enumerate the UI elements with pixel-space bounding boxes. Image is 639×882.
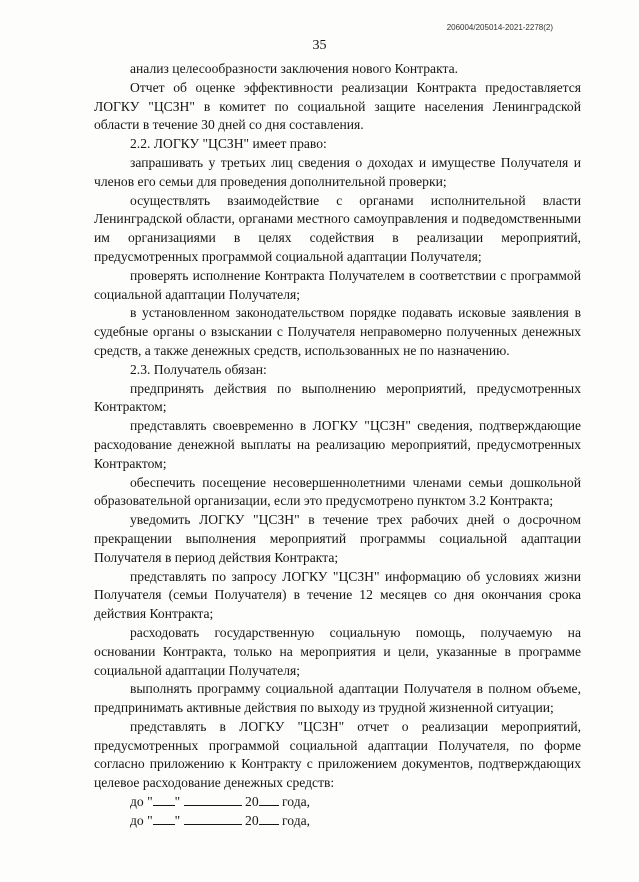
month-blank xyxy=(184,812,242,825)
paragraph: выполнять программу социальной адаптации Получателя в полном объеме, предпринимать активные действия по выходу из трудной жизненной ситуации; xyxy=(94,681,581,716)
page-number: 35 xyxy=(312,38,327,53)
paragraph: в установленном законодательством порядке подавать исковые заявления в судебные органы о взыскании с Получателя неправомерно полученных денежных средств, а также денежных средств, использованных не по назначению. xyxy=(94,305,581,358)
paragraph: расходовать государственную социальную помощь, получаемую на основании Контракта, только на мероприятия и цели, указанные в программе социальной адаптации Получателя; xyxy=(94,624,581,678)
paragraph: уведомить ЛОГКУ "ЦСЗН" в течение трех рабочих дней о досрочном прекращении выполнения мероприятий программы социальной адаптации Получателя в период действия Контракта; xyxy=(94,512,581,565)
section-heading: 2.3. Получатель обязан: xyxy=(130,361,267,377)
day-blank xyxy=(153,812,175,825)
paragraph: анализ целесообразности заключения нового Контракта. xyxy=(130,61,459,76)
paragraph: проверять исполнение Контракта Получателем в соответствии с программой социальной адаптации Получателя; xyxy=(94,267,581,302)
year-blank xyxy=(259,812,279,825)
paragraph: предпринять действия по выполнению мероприятий, предусмотренных Контрактом; xyxy=(94,380,581,415)
paragraph: Отчет об оценке эффективности реализации Контракта предоставляется ЛОГКУ "ЦСЗН" в комитет по социальной защите населения Ленинградской области в течение 30 дней со дня составления. xyxy=(94,79,581,133)
section-heading: 2.2. ЛОГКУ "ЦСЗН" имеет право: xyxy=(130,136,327,152)
month-blank xyxy=(184,793,242,806)
date-line: до " " 20 года, xyxy=(130,812,311,828)
paragraph: запрашивать у третьих лиц сведения о доходах и имуществе Получателя и членов его семьи для проведения дополнительной проверки; xyxy=(94,154,581,189)
date-line: до " " 20 года, xyxy=(130,794,311,810)
document-id: 206004/205014-2021-2278(2) xyxy=(446,23,553,32)
paragraph: представлять своевременно в ЛОГКУ "ЦСЗН" сведения, подтверждающие расходование денежной выплаты на реализацию мероприятий, предусмотренных Контрактом; xyxy=(94,418,581,471)
paragraph: представлять в ЛОГКУ "ЦСЗН" отчет о реализации мероприятий, предусмотренных программой социальной адаптации Получателя, по форме согласно приложению к Контракту с приложением документов, подтверждающих целевое расходование денежных средств: xyxy=(94,718,581,791)
document-body xyxy=(94,60,581,831)
year-blank xyxy=(259,793,279,806)
paragraph: представлять по запросу ЛОГКУ "ЦСЗН" информацию об условиях жизни Получателя (семьи Получателя) в течение 12 месяцев со дня окончания срока действия Контракта; xyxy=(94,568,581,622)
day-blank xyxy=(153,793,175,806)
paragraph: осуществлять взаимодействие с органами исполнительной власти Ленинградской области, органами местного самоуправления и подведомственными им организациями в целях содействия в реализации мероприятий, предусмотренных программой социальной адаптации Получателя; xyxy=(94,192,581,264)
paragraph: обеспечить посещение несовершеннолетними членами семьи дошкольной образовательной организации, если это предусмотрено пунктом 3.2 Контракта; xyxy=(94,474,581,509)
